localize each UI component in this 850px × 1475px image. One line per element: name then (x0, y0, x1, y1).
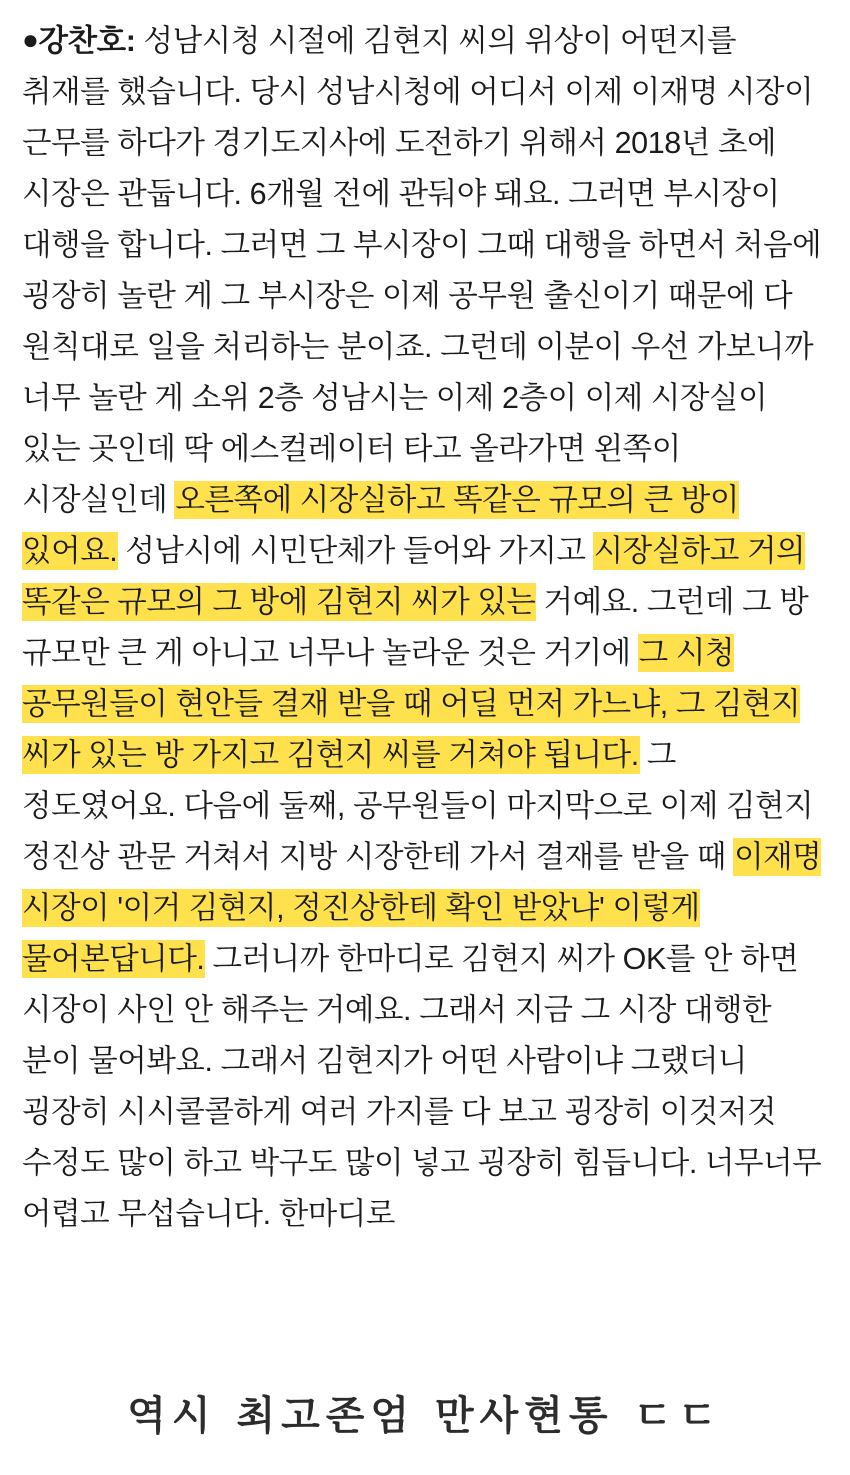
transcript-segment-3: 거예요. 그런데 그 방 규모만 큰 게 아니고 너무나 놀라운 것은 거기에 (22, 585, 809, 670)
transcript-highlight-1: 오른쪽에 시장실하고 똑같은 규모의 큰 방이 있어요. (22, 483, 739, 568)
transcript-highlight-3: 그 시청 공무원들이 현안들 결재 받을 때 어딜 먼저 가느냐, 그 김현지 씨가 있는 방 가지고 김현지 씨를 거쳐야 됩니다. (22, 636, 801, 772)
speaker-bullet: ● (22, 24, 39, 55)
transcript-highlight-4: 이재명 시장이 '이거 김현지, 정진상한테 확인 받았냐' 이렇게 물어본답니다. (22, 840, 822, 976)
transcript-segment-5: 그러니까 한마디로 김현지 씨가 OK를 안 하면 시장이 사인 안 해주는 거예요. 그래서 지금 그 시장 대행한 분이 물어봐요. 그래서 김현지가 어떤 사람이냐 그랬더니 굉장히 시시콜콜하게 여러 가지를 다 보고 굉장히 이것저것 수정도 많이 하고 박구도 많이 넣고 굉장히 힘듭니다. 너무너무 어렵고 무섭습니다. 한마디로 (22, 942, 822, 1231)
transcript-segment-2: 성남시에 시민단체가 들어와 가지고 (117, 534, 594, 568)
footer-caption: 역시 최고존엄 만사현통 ㄷㄷ (127, 1393, 723, 1439)
transcript-highlight-2: 시장실하고 거의 똑같은 규모의 그 방에 김현지 씨가 있는 (22, 534, 806, 619)
transcript-segment-4: 그 정도였어요. 다음에 둘째, 공무원들이 마지막으로 이제 김현지 정진상 관문 거쳐서 지방 시장한테 가서 결재를 받을 때 (22, 738, 814, 874)
footer-caption-area (0, 1384, 850, 1441)
transcript-segment-1: 성남시청 시절에 김현지 씨의 위상이 어떤지를 취재를 했습니다. 당시 성남시청에 어디서 이제 이재명 시장이 근무를 하다가 경기도지사에 도전하기 위해서 2018년 초에 시장은 관둡니다. 6개월 전에 관둬야 돼요. 그러면 부시장이 대행을 합니다. 그러면 그 부시장이 그때 대행을 하면서 처음에 굉장히 놀란 게 그 부시장은 이제 공무원 출신이기 때문에 다 원칙대로 일을 처리하는 분이죠. 그런데 이분이 우선 가보니까 너무 놀란 게 소위 2층 성남시는 이제 2층이 이제 시장실이 있는 곳인데 딱 에스컬레이터 타고 올라가면 왼쪽이 시장실인데 (22, 24, 822, 517)
transcript-body (22, 14, 828, 1240)
speaker-name: 강찬호: (38, 24, 136, 58)
